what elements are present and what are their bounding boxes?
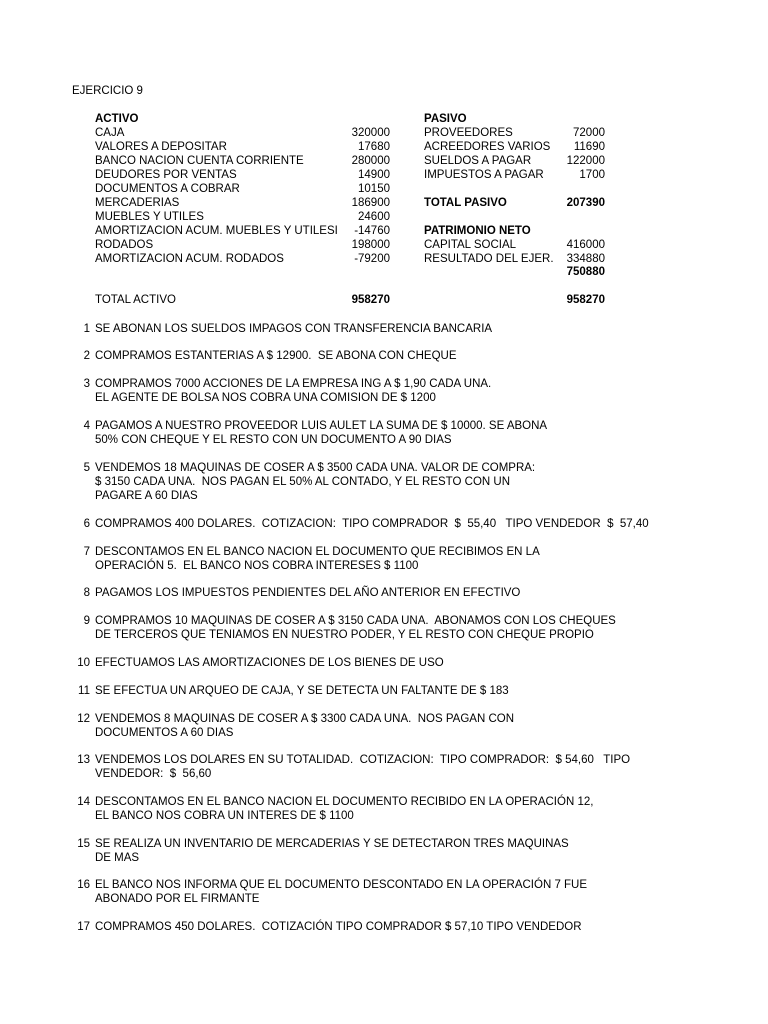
- item-number: 6: [83, 518, 90, 530]
- item-number: 17: [77, 921, 90, 933]
- activo-row-label: CAJA: [95, 127, 125, 139]
- item-text: PAGAMOS LOS IMPUESTOS PENDIENTES DEL AÑO ANTERIOR EN EFECTIVO: [95, 587, 521, 599]
- item-text: DESCONTAMOS EN EL BANCO NACION EL DOCUMENTO QUE RECIBIMOS EN LA: [95, 546, 540, 558]
- activo-row-label: RODADOS: [95, 239, 154, 251]
- item-text: COMPRAMOS 450 DOLARES. COTIZACIÓN TIPO COMPRADOR $ 57,10 TIPO VENDEDOR: [95, 921, 582, 933]
- item-text: EL BANCO NOS INFORMA QUE EL DOCUMENTO DESCONTADO EN LA OPERACIÓN 7 FUE: [95, 879, 588, 891]
- item-text: $ 3150 CADA UNA. NOS PAGAN EL 50% AL CONTADO, Y EL RESTO CON UN: [95, 476, 510, 488]
- activo-row-value: 320000: [351, 127, 390, 139]
- total-pasivo-patrimonio: 958270: [566, 294, 605, 306]
- item-number: 14: [77, 796, 90, 808]
- item-number: 11: [78, 685, 90, 697]
- total-activo-value: 958270: [351, 294, 390, 306]
- pasivo-row-label: ACREEDORES VARIOS: [424, 141, 551, 153]
- activo-row-value: 280000: [351, 155, 390, 167]
- item-number: 13: [77, 754, 90, 766]
- item-text: SE REALIZA UN INVENTARIO DE MERCADERIAS Y SE DETECTARON TRES MAQUINAS: [95, 838, 569, 850]
- item-text: ABONADO POR EL FIRMANTE: [95, 893, 260, 905]
- item-text: DESCONTAMOS EN EL BANCO NACION EL DOCUMENTO RECIBIDO EN LA OPERACIÓN 12,: [95, 796, 594, 808]
- activo-row-value: 17680: [358, 141, 390, 153]
- item-number: 8: [83, 587, 90, 599]
- pasivo-row-value: 1700: [579, 169, 605, 181]
- patrimonio-subtotal: 750880: [566, 266, 605, 278]
- item-number: 2: [83, 350, 90, 362]
- patrimonio-row-value: 334880: [566, 253, 605, 265]
- patrimonio-header: PATRIMONIO NETO: [424, 225, 531, 237]
- total-activo-label: TOTAL ACTIVO: [95, 294, 176, 306]
- activo-header: ACTIVO: [95, 113, 139, 125]
- activo-row-label: MERCADERIAS: [95, 197, 180, 209]
- pasivo-header: PASIVO: [424, 113, 467, 125]
- activo-row-value: 24600: [358, 211, 390, 223]
- item-text: OPERACIÓN 5. EL BANCO NOS COBRA INTERESES $ 1100: [95, 560, 419, 572]
- activo-row-label: DOCUMENTOS A COBRAR: [95, 183, 240, 195]
- patrimonio-row-label: RESULTADO DEL EJER.: [424, 253, 554, 265]
- item-text: 50% CON CHEQUE Y EL RESTO CON UN DOCUMENTO A 90 DIAS: [95, 434, 452, 446]
- item-text: EFECTUAMOS LAS AMORTIZACIONES DE LOS BIENES DE USO: [95, 657, 444, 669]
- activo-row-value: 14900: [358, 169, 390, 181]
- item-number: 7: [83, 546, 90, 558]
- item-text: COMPRAMOS 10 MAQUINAS DE COSER A $ 3150 CADA UNA. ABONAMOS CON LOS CHEQUES: [95, 615, 616, 627]
- item-text: VENDEMOS 8 MAQUINAS DE COSER A $ 3300 CADA UNA. NOS PAGAN CON: [95, 713, 515, 725]
- pasivo-row-value: 72000: [573, 127, 605, 139]
- activo-row-value: 198000: [351, 239, 390, 251]
- activo-row-value: 186900: [351, 197, 390, 209]
- total-pasivo-value: 207390: [566, 197, 605, 209]
- activo-row-label: MUEBLES Y UTILES: [95, 211, 204, 223]
- activo-row-value: -79200: [354, 253, 390, 265]
- item-text: VENDEMOS LOS DOLARES EN SU TOTALIDAD. COTIZACION: TIPO COMPRADOR: $ 54,60 TIPO: [95, 754, 631, 766]
- item-number: 12: [77, 713, 90, 725]
- pasivo-row-label: SUELDOS A PAGAR: [424, 155, 532, 167]
- item-text: DE TERCEROS QUE TENIAMOS EN NUESTRO PODER, Y EL RESTO CON CHEQUE PROPIO: [95, 629, 594, 641]
- item-number: 9: [83, 615, 90, 627]
- item-text: DE MAS: [95, 852, 140, 864]
- patrimonio-row-value: 416000: [566, 239, 605, 251]
- item-text: COMPRAMOS 7000 ACCIONES DE LA EMPRESA ING A $ 1,90 CADA UNA.: [95, 378, 492, 390]
- item-text: COMPRAMOS ESTANTERIAS A $ 12900. SE ABONA CON CHEQUE: [95, 350, 457, 362]
- activo-row-label: AMORTIZACION ACUM. RODADOS: [95, 253, 284, 265]
- item-text: PAGAMOS A NUESTRO PROVEEDOR LUIS AULET LA SUMA DE $ 10000. SE ABONA: [95, 420, 548, 432]
- activo-row-label: DEUDORES POR VENTAS: [95, 169, 237, 181]
- pasivo-row-label: IMPUESTOS A PAGAR: [424, 169, 544, 181]
- item-number: 16: [77, 879, 90, 891]
- item-text: VENDEDOR: $ 56,60: [95, 768, 212, 780]
- item-text: EL AGENTE DE BOLSA NOS COBRA UNA COMISION DE $ 1200: [95, 392, 436, 404]
- item-number: 5: [83, 462, 90, 474]
- pasivo-row-value: 11690: [573, 141, 605, 153]
- item-text: PAGARE A 60 DIAS: [95, 490, 198, 502]
- item-text: EL BANCO NOS COBRA UN INTERES DE $ 1100: [95, 810, 354, 822]
- pasivo-row-value: 122000: [566, 155, 605, 167]
- patrimonio-row-label: CAPITAL SOCIAL: [424, 239, 517, 251]
- item-number: 10: [77, 657, 90, 669]
- activo-row-label: AMORTIZACION ACUM. MUEBLES Y UTILESI: [95, 225, 338, 237]
- activo-row-label: BANCO NACION CUENTA CORRIENTE: [95, 155, 304, 167]
- activo-row-value: -14760: [354, 225, 390, 237]
- total-pasivo-label: TOTAL PASIVO: [424, 197, 507, 209]
- item-text: VENDEMOS 18 MAQUINAS DE COSER A $ 3500 CADA UNA. VALOR DE COMPRA:: [95, 462, 536, 474]
- item-number: 4: [83, 420, 90, 432]
- activo-row-value: 10150: [358, 183, 390, 195]
- item-number: 3: [83, 378, 90, 390]
- item-number: 1: [83, 323, 90, 335]
- item-number: 15: [77, 838, 90, 850]
- activo-row-label: VALORES A DEPOSITAR: [95, 141, 227, 153]
- document-title: EJERCICIO 9: [72, 85, 143, 97]
- pasivo-row-label: PROVEEDORES: [424, 127, 513, 139]
- item-text: SE EFECTUA UN ARQUEO DE CAJA, Y SE DETECTA UN FALTANTE DE $ 183: [95, 685, 509, 697]
- item-text: SE ABONAN LOS SUELDOS IMPAGOS CON TRANSFERENCIA BANCARIA: [95, 323, 493, 335]
- item-text: DOCUMENTOS A 60 DIAS: [95, 727, 234, 739]
- item-text: COMPRAMOS 400 DOLARES. COTIZACION: TIPO COMPRADOR $ 55,40 TIPO VENDEDOR $ 57,40: [95, 518, 649, 530]
